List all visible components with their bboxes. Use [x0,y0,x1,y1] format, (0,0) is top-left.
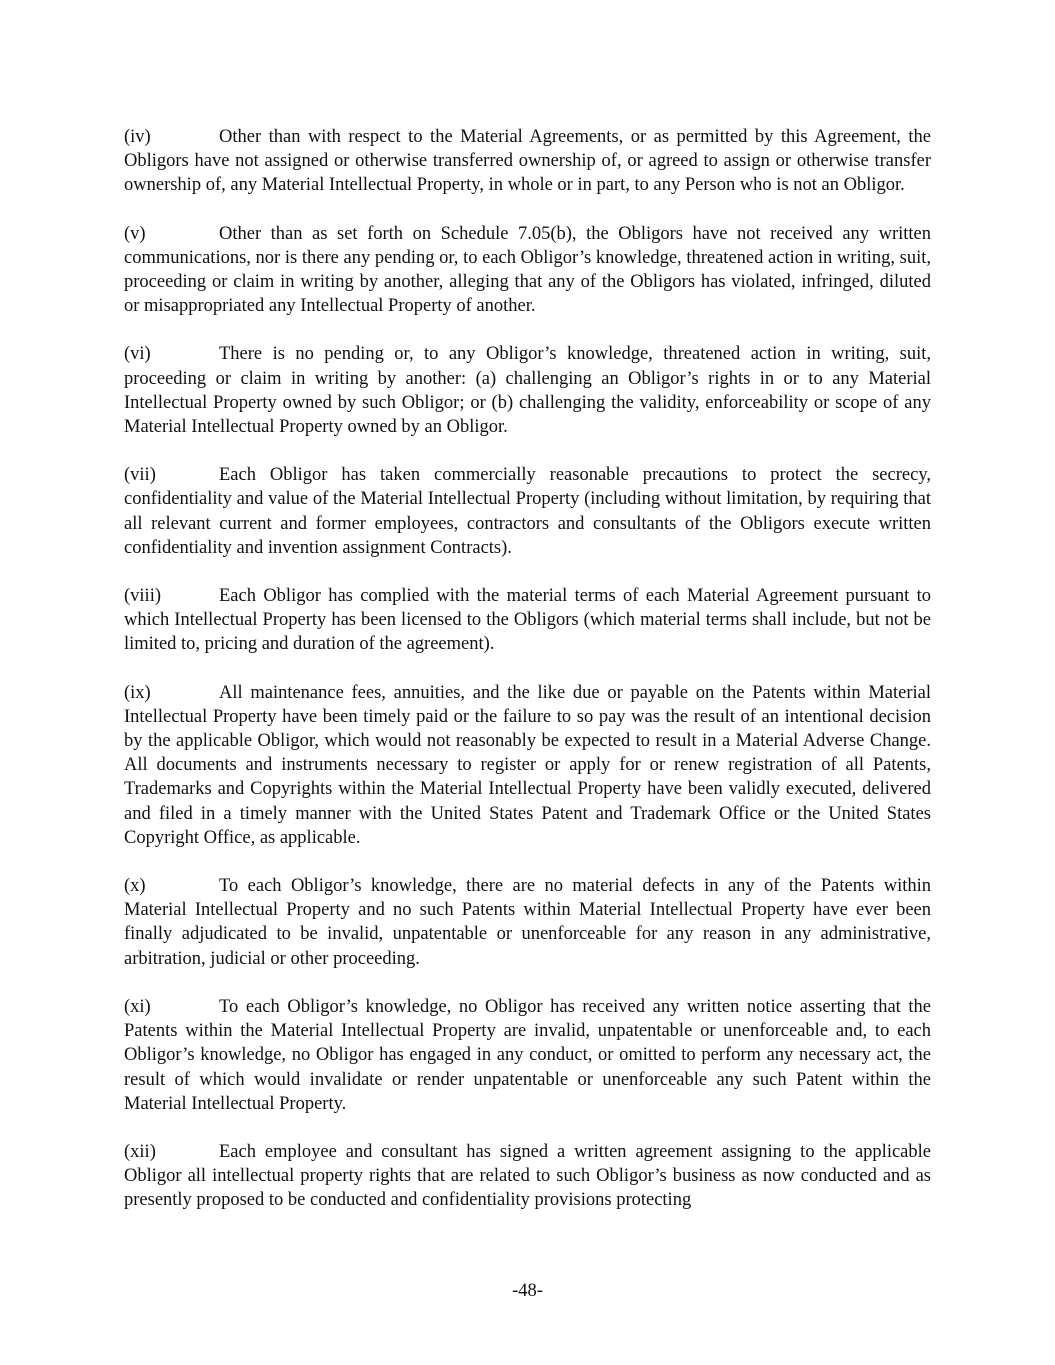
clause-v [124,222,931,319]
document-page [124,125,931,1213]
clause-text: Each employee and consultant has signed a written agreement assigning to the applicable Obligor all intellectual property rights that are related to such Obligor’s business as now conducted and as presently proposed to be conducted and confidentiality provisions protecting [124,1141,931,1211]
clause-number: (ix) [124,682,151,703]
clause-number: (vii) [124,465,156,486]
clause-text: All maintenance fees, annuities, and the like due or payable on the Patents within Material Intellectual Property have been timely paid or the failure to so pay was the result of an intentional decision by the applicable Obligor, which would not reasonably be expected to result in a Material Adverse Change. All documents and instruments necessary to register or apply for or renew registration of all Patents, Trademarks and Copyrights within the Material Intellectual Property have been validly executed, delivered and filed in a timely manner with the United States Patent and Trademark Office or the United States Copyright Office, as applicable. [124,682,931,848]
clause-text: Each Obligor has complied with the material terms of each Material Agreement pursuant to which Intellectual Property has been licensed to the Obligors (which material terms shall include, but not be limited to, pricing and duration of the agreement). [124,586,931,655]
clause-text: To each Obligor’s knowledge, there are no material defects in any of the Patents within Material Intellectual Property and no such Patents within Material Intellectual Property have ever been finally adjudicated to be invalid, unpatentable or unenforceable for any reason in any administrative, arbitration, judicial or other proceeding. [124,876,931,969]
clause-number: (v) [124,223,146,244]
clause-text: Other than with respect to the Material Agreements, or as permitted by this Agreement, the Obligors have not assigned or otherwise transferred ownership of, or agreed to assign or otherwise transfer ownership of, any Material Intellectual Property, in whole or in part, to any Person who is not an Obligor. [124,127,931,196]
clause-x [124,874,931,971]
clause-number: (xi) [124,996,151,1017]
clause-text: Other than as set forth on Schedule 7.05(b), the Obligors have not received any written communications, nor is there any pending or, to each Obligor’s knowledge, threatened action in writing, suit, proceeding or claim in writing by another, alleging that any of the Obligors has violated, infringed, diluted or misappropriated any Intellectual Property of another. [124,223,931,317]
clause-vi [124,342,931,439]
clause-xi [124,995,931,1116]
clause-number: (viii) [124,586,161,607]
clause-number: (vi) [124,344,151,365]
clause-viii [124,584,931,657]
clause-xii [124,1140,931,1213]
clause-text: There is no pending or, to any Obligor’s knowledge, threatened action in writing, suit, proceeding or claim in writing by another: (a) challenging an Obligor’s rights in or to any Material Intellectual Property owned by such Obligor; or (b) challenging the validity, enforceability or scope of any Material Intellectual Property owned by an Obligor. [124,344,931,438]
clause-text: Each Obligor has taken commercially reasonable precautions to protect the secrecy, confidentiality and value of the Material Intellectual Property (including without limitation, by requiring that all relevant current and former employees, contractors and consultants of the Obligors execute written confidentiality and invention assignment Contracts). [124,465,931,558]
clause-iv [124,125,931,198]
page-number: -48- [512,1281,543,1301]
clause-number: (x) [124,876,146,897]
clause-vii [124,463,931,560]
clause-text: To each Obligor’s knowledge, no Obligor has received any written notice asserting that the Patents within the Material Intellectual Property are invalid, unpatentable or unenforceable and, to each Obligor’s knowledge, no Obligor has engaged in any conduct, or omitted to perform any necessary act, the result of which would invalidate or render unpatentable or unenforceable any such Patent within the Material Intellectual Property. [124,996,931,1114]
clause-ix [124,681,931,850]
clause-number: (xii) [124,1141,156,1162]
clause-number: (iv) [124,127,151,147]
